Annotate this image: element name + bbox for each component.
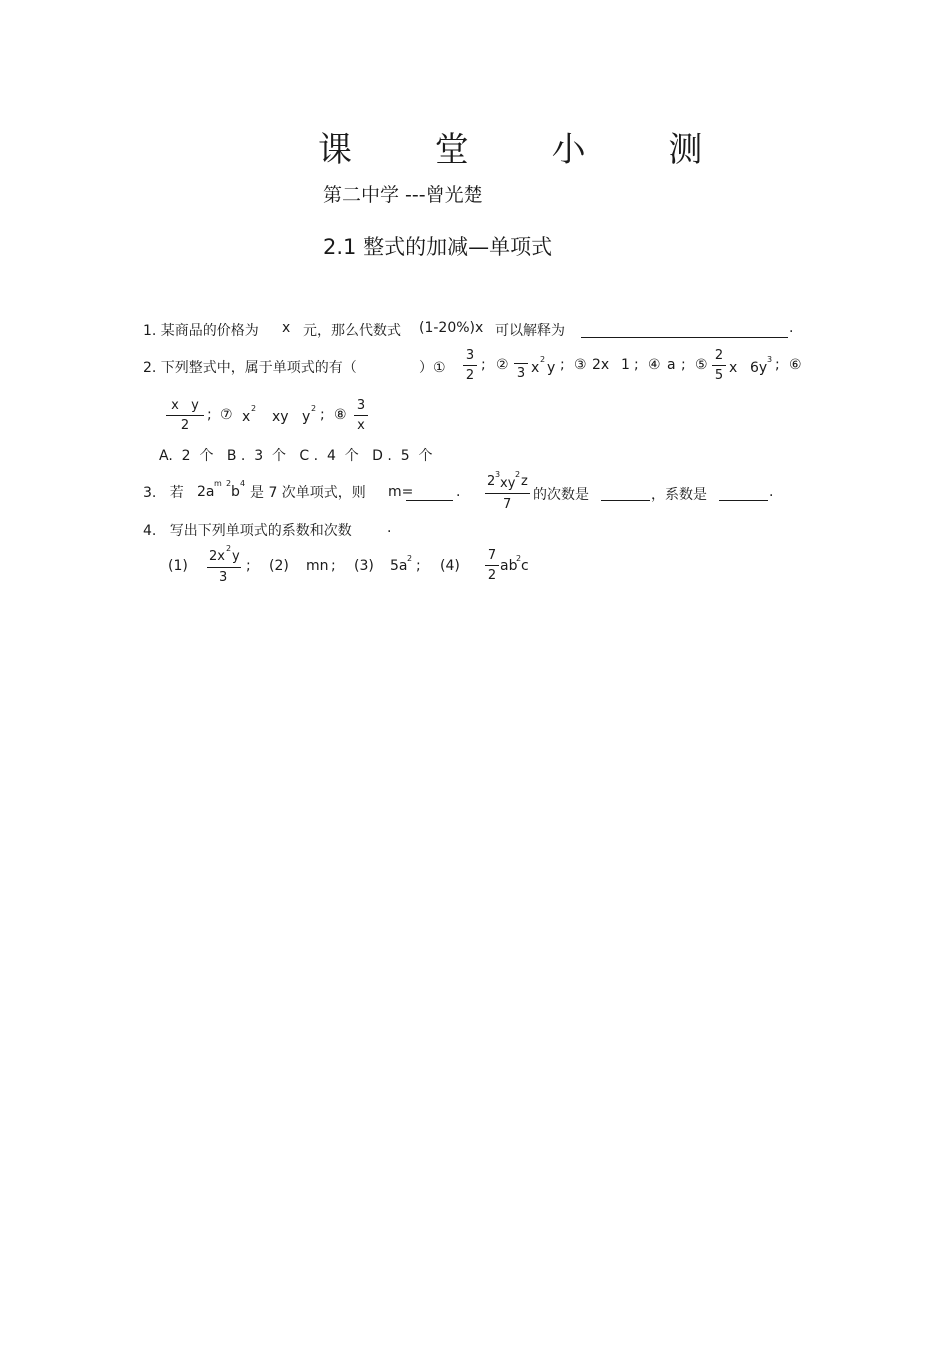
q1-var-x: x — [282, 320, 291, 336]
q2-item2-den: 3 — [516, 366, 526, 381]
q4-part2-label: (2) — [269, 558, 289, 574]
q3-m-blank[interactable] — [406, 499, 453, 501]
q3-f-num-c: z — [521, 474, 528, 489]
q4-part3-label: (3) — [354, 558, 374, 574]
q4-p2-val: mn — [306, 558, 329, 574]
q3-coef-blank[interactable] — [719, 499, 768, 501]
q2-item8-den: x — [357, 418, 365, 433]
q2-item5-num: 2 — [714, 348, 724, 363]
q2-circle-2: ② — [496, 357, 509, 373]
q3-b: b — [231, 484, 240, 500]
q2-sep-4: ; — [681, 357, 686, 373]
q2-item4: a — [667, 357, 676, 373]
q2-item2-x: x — [531, 360, 540, 376]
q2-item6-den: 2 — [180, 418, 190, 433]
fraction-bar — [463, 365, 477, 366]
q2-item6-num: x y — [171, 398, 199, 413]
q3-base: 2a — [197, 484, 215, 500]
fraction-bar — [514, 363, 528, 364]
q2-item7-exp2: 2 — [311, 404, 317, 413]
q4-sep-2: ; — [331, 558, 336, 574]
q2-sep-7: ; — [320, 407, 325, 423]
school-author: 第二中学 ---曾光楚 — [323, 184, 483, 206]
q3-f-exp3: 3 — [495, 470, 501, 479]
fraction-bar — [712, 365, 726, 366]
q4-p1-num-a: 2x — [209, 549, 225, 564]
q2-prefix: 2. 下列整式中，属于单项式的有（ — [143, 360, 357, 376]
q2-item2-exp: 2 — [540, 355, 546, 364]
page-title: 课 堂 小 测 — [318, 130, 739, 170]
q2-item1-fraction — [463, 348, 477, 383]
q3-exp-4: 4 — [240, 479, 246, 488]
q2-item7-exp: 2 — [251, 404, 257, 413]
q4-p4-den: 2 — [487, 568, 497, 583]
q3-end: . — [769, 484, 774, 500]
q4-prefix: 4. 写出下列单项式的系数和次数 — [143, 523, 352, 539]
q2-circle-7: ⑦ — [220, 407, 233, 423]
q2-item8-num: 3 — [356, 398, 366, 413]
q4-sep-1: ; — [246, 558, 251, 574]
q3-m: m= — [388, 484, 414, 500]
q4-p3-val: 5a — [390, 558, 408, 574]
q2-circle-4: ④ — [648, 357, 661, 373]
q1-suffix: 可以解释为 — [495, 323, 565, 339]
q1-expr: (1-20%)x — [419, 320, 484, 336]
q4-p4-fraction — [485, 548, 499, 583]
q3-exp-m: m — [214, 479, 222, 488]
q2-item1-den: 2 — [465, 368, 475, 383]
q1-prefix: 1. 某商品的价格为 — [143, 323, 259, 339]
q4-p1-exp: 2 — [226, 544, 232, 553]
q2-sep-1: ; — [481, 357, 486, 373]
section-title: 2.1 整式的加减—单项式 — [323, 235, 553, 259]
q2-circle-5: ⑤ — [695, 357, 708, 373]
q2-item2-y: y — [547, 360, 556, 376]
q3-degree-label: 的次数是 — [533, 487, 589, 503]
q3-degree-blank[interactable] — [601, 499, 650, 501]
q3-prefix: 3. 若 — [143, 485, 184, 501]
q1-answer-blank[interactable] — [581, 336, 788, 338]
q1-end: . — [789, 320, 794, 336]
q2-item3-b: 1 — [621, 357, 630, 373]
q2-item6-fraction — [166, 398, 204, 433]
q4-p4-val: ab — [500, 558, 518, 574]
q4-dot: . — [387, 520, 392, 536]
q3-coef-label: ，系数是 — [651, 487, 707, 503]
q4-part1-label: (1) — [168, 558, 188, 574]
q4-sep-3: ; — [416, 558, 421, 574]
q2-item7-x: x — [242, 409, 251, 425]
fraction-bar — [485, 565, 499, 566]
q4-p1-den: 3 — [219, 570, 228, 585]
q2-sep-5: ; — [775, 357, 780, 373]
q3-mid: 是 7 次单项式，则 — [250, 485, 366, 501]
q2-circle-6: ⑥ — [789, 357, 802, 373]
q2-item2-fraction — [514, 355, 528, 381]
fraction-bar — [207, 566, 241, 568]
q2-item5-den: 5 — [714, 368, 724, 383]
q2-item5-fraction — [712, 348, 726, 383]
q4-p3-exp: 2 — [407, 554, 413, 563]
q4-part4-label: (4) — [440, 558, 460, 574]
q2-item8-fraction — [354, 398, 368, 433]
q3-f-num-a: 2 — [487, 474, 496, 489]
q2-options: A. 2 个 B . 3 个 C . 4 个 D . 5 个 — [159, 448, 433, 464]
q2-sep-3: ; — [634, 357, 639, 373]
q4-p4-c: c — [521, 558, 529, 574]
q2-item1-num: 3 — [465, 348, 475, 363]
q3-f-den: 7 — [503, 497, 512, 512]
q2-sep-2: ; — [560, 357, 565, 373]
q4-p4-exp: 2 — [516, 554, 522, 563]
q1-mid: 元，那么代数式 — [303, 323, 401, 339]
q4-p1-num-b: y — [232, 549, 240, 564]
q2-circle-3: ③ — [574, 357, 587, 373]
q2-circle-8: ⑧ — [334, 407, 347, 423]
q2-sep-6: ; — [207, 407, 212, 423]
q4-p4-num: 7 — [487, 548, 497, 563]
q2-item5-exp: 3 — [767, 355, 773, 364]
fraction-bar — [166, 415, 204, 416]
q2-close: ）① — [419, 360, 446, 376]
q2-item7-xy: xy — [272, 409, 289, 425]
fraction-bar — [354, 415, 368, 416]
q2-answer-blank[interactable] — [372, 372, 416, 373]
fraction-bar — [485, 492, 530, 494]
q2-item5-b: 6y — [750, 360, 768, 376]
q3-f-num-b: xy — [500, 476, 516, 491]
q2-item3-a: 2x — [592, 357, 610, 373]
q3-f-exp2: 2 — [515, 470, 521, 479]
q3-exp-2: 2 — [226, 479, 232, 488]
q2-item5-x: x — [729, 360, 738, 376]
q3-dot: . — [456, 484, 461, 500]
q2-item7-y: y — [302, 409, 311, 425]
